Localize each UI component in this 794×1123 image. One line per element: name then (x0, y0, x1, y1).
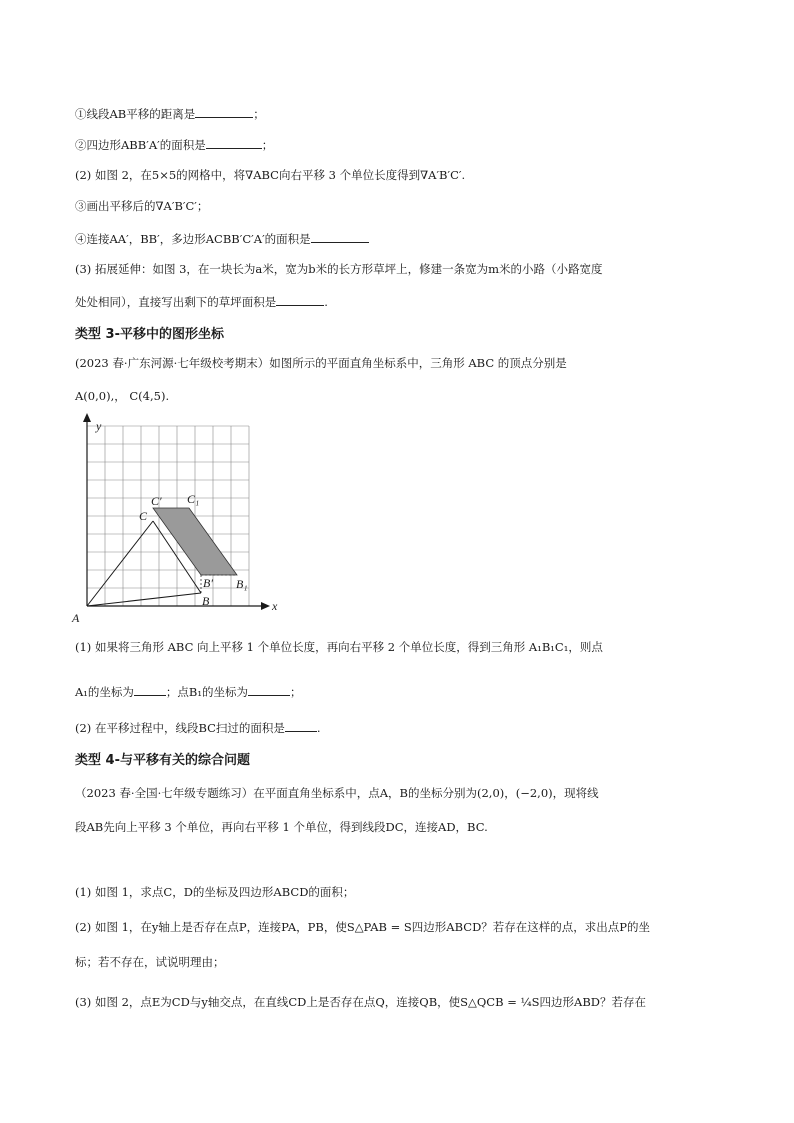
q1-end: ； (253, 107, 265, 121)
point-b1-label: B₁ (236, 577, 248, 591)
part2-line: (2) 如图 2，在5×5的网格中，将∇ABC向右平移 3 个单位长度得到∇A′B′C′. (75, 168, 466, 182)
q2-text: ②四边形ABB′A′的面积是 (75, 138, 206, 152)
x-axis-arrow-icon (261, 602, 270, 610)
part3-line: (3) 拓展延伸：如图 3，在一块长为a米，宽为b米的长方形草坪上，修建一条宽为m米的小路（小路宽度 (75, 262, 603, 276)
q1-line (75, 105, 265, 121)
point-c-label: C (139, 509, 148, 523)
a1-label: A₁的坐标为 (75, 685, 134, 699)
y-axis-label: y (96, 419, 102, 433)
vertices-line: A(0,0),， C(4,5). (75, 389, 170, 403)
x-axis-label: x (272, 599, 278, 613)
section-heading-type4: 类型 4-与平移有关的综合问题 (75, 753, 250, 768)
part3-end: . (324, 295, 328, 309)
answer-blank[interactable] (248, 683, 290, 696)
problem-intro-line: (2023 春·广东河源·七年级校考期末）如图所示的平面直角坐标系中，三角形 ABC 的顶点分别是 (75, 356, 567, 370)
p2-q2-line: (2) 如图 1，在y轴上是否存在点P，连接PA，PB，使S△PAB = S四边形ABCD？若存在这样的点，求出点P的坐 (75, 920, 651, 934)
q2-swept-line (75, 719, 321, 735)
p2-q2-cont-line: 标；若不存在，试说明理由； (75, 955, 225, 969)
q1-text: ①线段AB平移的距离是 (75, 107, 196, 121)
q2-swept-end: . (316, 721, 321, 735)
step4-line (75, 230, 369, 246)
answer-blank[interactable] (276, 293, 324, 306)
problem2-intro-line: （2023 春·全国·七年级专题练习）在平面直角坐标系中，点A，B的坐标分别为(2,0)，(−2,0)，现将线 (75, 786, 599, 800)
point-b-prime-label: B′ (203, 576, 213, 590)
q1-answers-line (75, 683, 301, 699)
step4-text: ④连接AA′，BB′，多边形ACBB′C′A′的面积是 (75, 232, 311, 246)
answer-blank[interactable] (206, 136, 262, 149)
coordinate-figure (60, 408, 290, 628)
point-c-prime-label: C′ (151, 494, 162, 508)
p2-q3-line: (3) 如图 2，点E为CD与y轴交点，在直线CD上是否存在点Q，连接QB，使S△QCB = ¼S四边形ABD？若存在 (75, 995, 646, 1009)
p2-q1-line: (1) 如图 1，求点C，D的坐标及四边形ABCD的面积； (75, 885, 355, 899)
problem2-cont-line: 段AB先向上平移 3 个单位，再向右平移 1 个单位，得到线段DC，连接AD，BC. (75, 820, 488, 834)
answer-blank[interactable] (195, 105, 253, 118)
section-heading-type3: 类型 3-平移中的图形坐标 (75, 327, 224, 342)
step3-line: ③画出平移后的∇A′B′C′； (75, 199, 209, 213)
point-c1-label: C₁ (187, 492, 200, 506)
q1-answers-end: ； (289, 685, 302, 699)
q2-line (75, 136, 273, 152)
q2-swept-text: (2) 在平移过程中，线段BC扫过的面积是 (75, 721, 285, 735)
b1-label: ；点B₁的坐标为 (165, 685, 248, 699)
point-a-label: A (72, 611, 80, 625)
swept-region (153, 508, 237, 575)
part3-cont-text: 处处相同），直接写出剩下的草坪面积是 (75, 295, 277, 309)
q1-translate-line: (1) 如果将三角形 ABC 向上平移 1 个单位长度，再向右平移 2 个单位长度，得到三角形 A₁B₁C₁，则点 (75, 640, 603, 654)
q2-end: ； (261, 138, 274, 152)
answer-blank[interactable] (311, 230, 369, 243)
part3-cont-line (75, 293, 328, 309)
answer-blank[interactable] (134, 683, 166, 696)
answer-blank[interactable] (285, 719, 317, 732)
point-b-label: B (202, 594, 210, 608)
y-axis-arrow-icon (83, 413, 91, 422)
